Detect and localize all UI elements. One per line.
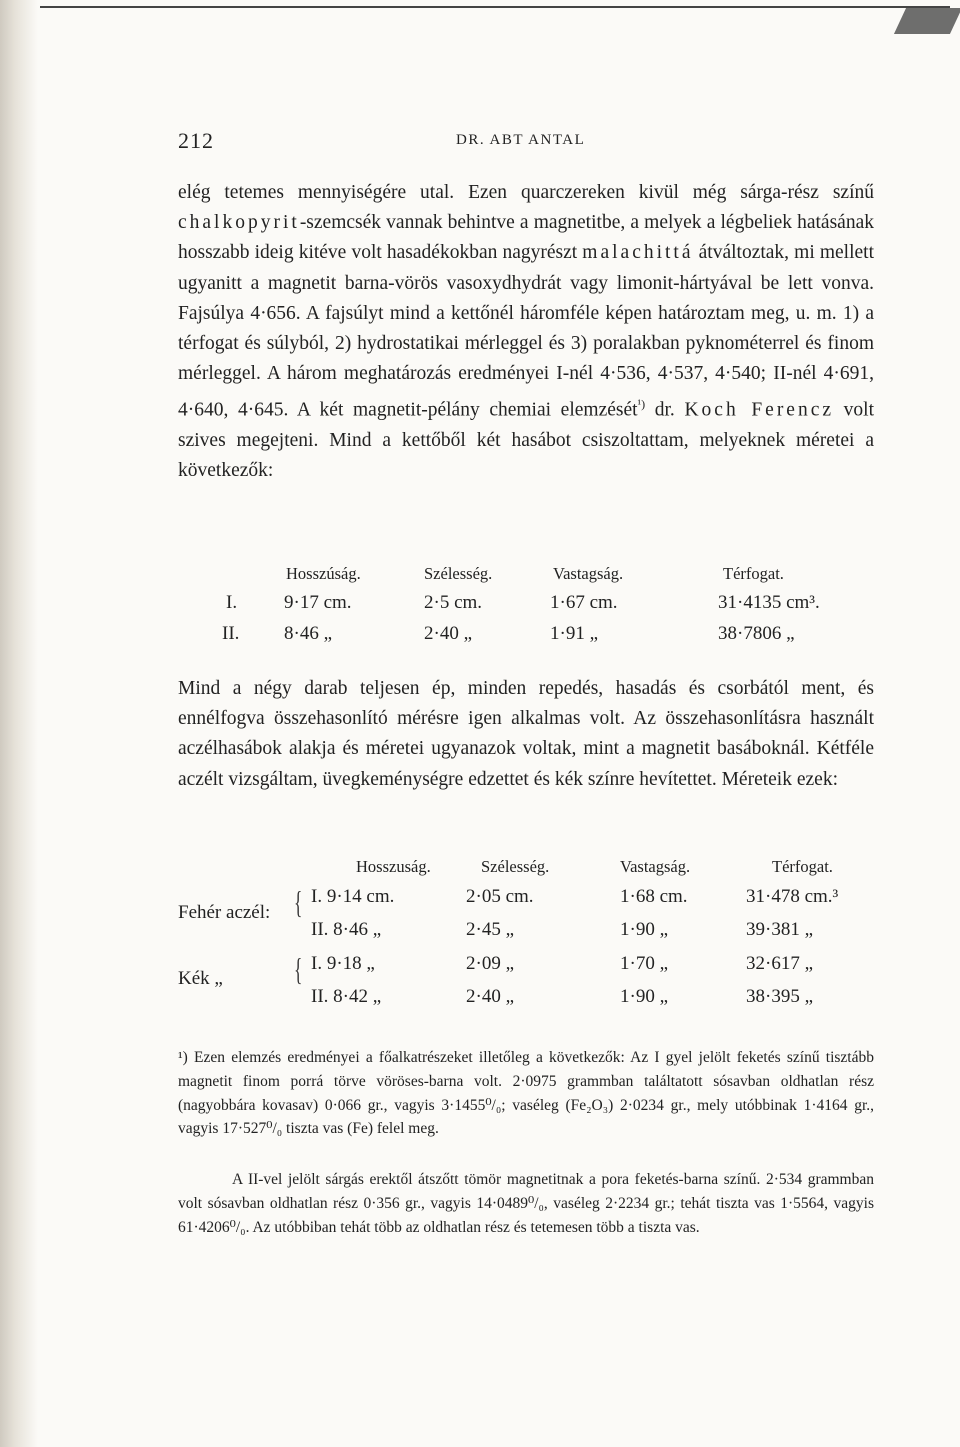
col-header-length: Hosszuság. <box>356 857 431 876</box>
footnote-1: ¹) Ezen elemzés eredményei a főalkatrészeket illetőleg a következők: Az I gyel jelölt feketés színű tisztább magnetit finom porrá törve vöröses-barna volt. 2·0975 grammban találtatott sósavban oldhatlan rész (nagyobbára kovasav) 0·066 gr., vagyis 3·1455⁰/₀; vaséleg (Fe₂O₃) 2·0234 gr., mely utóbbinak 1·4164 gr., vagyis 17·527⁰/₀ tiszta vas (Fe) felel meg. <box>178 1049 874 1138</box>
row-label: II. <box>222 623 240 644</box>
table-cell: II. 8·42 „ <box>311 986 382 1007</box>
col-header-width: Szélesség. <box>481 857 550 876</box>
person-name-koch: Koch Ferencz <box>684 399 835 421</box>
table-cell: 38·395 „ <box>746 986 814 1007</box>
para1-text-e: volt szives megejteni. Mind a kettőből két hasábot csiszoltattam, melyeknek méretei a következők: <box>178 399 874 482</box>
table-cell: 39·381 „ <box>746 919 814 940</box>
brace-glyph: { <box>294 951 303 987</box>
col-header-thickness: Vastagság. <box>553 564 624 583</box>
table-cell: 2·09 „ <box>466 953 515 974</box>
table-cell: 8·46 „ <box>284 623 333 644</box>
group-label-blue-steel: Kék „ <box>178 968 223 989</box>
body-paragraph-2: Mind a négy darab teljesen ép, minden repedés, hasadás és csorbától ment, és ennélfogva összehasonlító mérésre igen alkalmas volt. Az összehasonlításra használt aczélhasábok alakja és méretei ugyanazok voltak, mint a magnetit basáboknál. Kétféle aczélt vizsgáltam, üvegkeménységre edzettet és kék színre hevítettet. Méreteik ezek: <box>178 678 874 790</box>
table-cell: 32·617 „ <box>746 953 814 974</box>
table-cell: 31·4135 cm³. <box>718 592 820 613</box>
table-cell: 2·40 „ <box>424 623 473 644</box>
col-header-volume: Térfogat. <box>723 564 784 583</box>
row-label: I. <box>226 592 238 613</box>
table-cell: 31·478 cm.³ <box>746 886 839 907</box>
para1-text-c: átváltoztak, mi mellett ugyanitt a magnetit barna-vörös vasoxydhydrát vagy limonit-hártyával be lett vonva. Fajsúlya 4·656. A fajsúlyt mind a kettőnél háromféle képen határoztam meg, u. m. 1) a térfogat és súlyból, 2) hydrostatikai mérleggel és 3) poralakban pyknométerrel és finom mérleggel. A három meghatározás eredményei I-nél 4·536, 4·537, 4·540; II-nél 4·691, 4·640, 4·645. A két magnetit-pélány chemiai elemzését <box>178 242 874 421</box>
col-header-thickness: Vastagság. <box>620 857 691 876</box>
table-cell: 1·68 cm. <box>620 886 688 907</box>
table-cell: 2·5 cm. <box>424 592 483 613</box>
para1-text-d: dr. <box>645 399 685 421</box>
table-cell: 1·67 cm. <box>550 592 618 613</box>
table-cell: 1·90 „ <box>620 986 669 1007</box>
page-number: 212 <box>178 128 214 153</box>
table-cell: I. 9·18 „ <box>311 953 375 974</box>
page-header <box>178 128 878 158</box>
scanned-page-edge <box>0 0 38 1447</box>
top-border-line <box>40 6 950 8</box>
table-cell: 9·17 cm. <box>284 592 352 613</box>
top-corner-mark <box>894 8 960 34</box>
table-cell: II. 8·46 „ <box>311 919 382 940</box>
brace-glyph: { <box>294 884 303 920</box>
footnote-2: A II-vel jelölt sárgás erektől átszőtt tömör magnetitnak a pora feketés-barna színű. 2·534 grammban volt sósavban oldhatlan rész 0·356 gr., vagyis 14·0489⁰/₀, vaséleg 2·2234 gr.; tehát tiszta vas 1·5564, vagyis 61·4206⁰/₀. Az utóbbiban tehát több az oldhatlan rész és tetemesen több a tiszta vas. <box>178 1171 874 1236</box>
group-label-white-steel: Fehér aczél: <box>178 902 271 923</box>
running-head: DR. ABT ANTAL <box>456 132 586 148</box>
table-cell: 1·70 „ <box>620 953 669 974</box>
body-paragraph-1 <box>178 178 874 487</box>
table-cell: 2·05 cm. <box>466 886 534 907</box>
col-header-volume: Térfogat. <box>772 857 833 876</box>
col-header-length: Hosszúság. <box>286 564 361 583</box>
table-cell: I. 9·14 cm. <box>311 886 395 907</box>
table-cell: 2·40 „ <box>466 986 515 1007</box>
footnote-marker: ¹) <box>637 397 646 412</box>
table-cell: 38·7806 „ <box>718 623 795 644</box>
table-cell: 1·91 „ <box>550 623 599 644</box>
para1-text-b: -szemcsék vannak behintve a magnetitbe, a melyek a légbeliek hatásának hosszabb ideig kitéve volt hasadékokban nagyrészt <box>178 212 874 264</box>
table-cell: 1·90 „ <box>620 919 669 940</box>
para1-text-a: elég tetemes mennyiségére utal. Ezen quarczereken kivül még sárga-rész színű <box>178 182 874 203</box>
col-header-width: Szélesség. <box>424 564 493 583</box>
table-cell: 2·45 „ <box>466 919 515 940</box>
mineral-name-chalkopyrit: chalkopyrit <box>178 212 300 234</box>
mineral-name-malachit: malachittá <box>582 242 694 264</box>
